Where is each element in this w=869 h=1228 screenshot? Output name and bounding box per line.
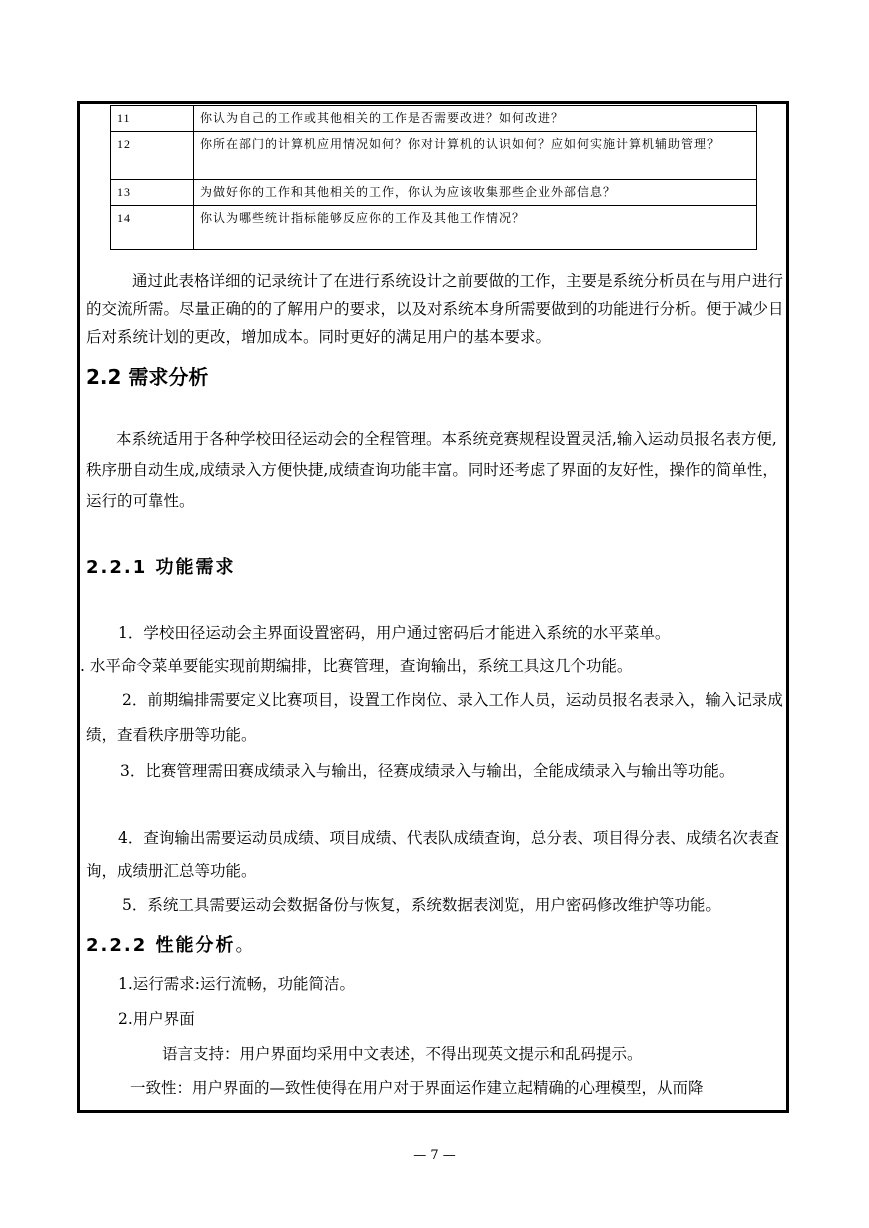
survey-question-table [110,105,757,250]
table-row [111,180,757,206]
page-number: — 7 — [413,1148,456,1163]
function-item-3: 3．比赛管理需田赛成绩录入与输出，径赛成绩录入与输出，全能成绩录入与输出等功能。 [120,762,735,780]
function-item-2: 2．前期编排需要定义比赛项目，设置工作岗位、录入工作人员，运动员报名表录入，输入记录成绩，查看秩序册等功能。 [86,691,783,744]
question-text: 你认为自己的工作或其他相关的工作是否需要改进？如何改进？ [194,106,757,132]
section-2-2-paragraph: 本系统适用于各种学校田径运动会的全程管理。本系统竞赛规程设置灵活,输入运动员报名表方便,秩序册自动生成,成绩录入方便快捷,成绩查询功能丰富。同时还考虑了界面的友好性，操作的简单性，运行的可靠性。 [86,430,778,510]
section-heading-2-2-2 [86,931,256,957]
table-row [111,206,757,250]
question-number: 14 [111,206,194,250]
section-heading-2-2: 2.2 需求分析 [86,365,209,389]
question-text: 为做好你的工作和其他相关的工作，你认为应该收集那些企业外部信息？ [194,180,757,206]
performance-line-3: 语言支持：用户界面均采用中文表述，不得出现英文提示和乱码提示。 [162,1045,643,1063]
function-item-4: 4．查询输出需要运动员成绩、项目成绩、代表队成绩查询，总分表、项目得分表、成绩名次表查询，成绩册汇总等功能。 [86,829,779,880]
performance-line-2: 2.用户界面 [118,1010,195,1028]
question-text: 你认为哪些统计指标能够反应你的工作及其他工作情况？ [194,206,757,250]
question-number: 13 [111,180,194,206]
section-heading-2-2-2-suffix: 。 [235,935,256,956]
page-frame [77,101,789,1113]
performance-line-4: 一致性：用户界面的—致性使得在用户对于界面运作建立起精确的心理模型，从而降 [130,1079,704,1097]
table-row [111,106,757,132]
question-text: 你所在部门的计算机应用情况如何？你对计算机的认识如何？应如何实施计算机辅助管理？ [194,132,757,180]
intro-paragraph: 通过此表格详细的记录统计了在进行系统设计之前要做的工作，主要是系统分析员在与用户进行的交流所需。尽量正确的的了解用户的要求，以及对系统本身所需要做到的功能进行分析。便于减少日后对系统计划的更改，增加成本。同时更好的满足用户的基本要求。 [86,272,784,346]
function-line-2: . 水平命令菜单要能实现前期编排，比赛管理，查询输出，系统工具这几个功能。 [80,657,633,675]
table-row [111,132,757,180]
section-heading-2-2-2-text: 2.2.2 性能分析 [86,935,236,956]
function-item-5: 5．系统工具需要运动会数据备份与恢复，系统数据表浏览，用户密码修改维护等功能。 [122,896,721,914]
question-number: 11 [111,106,194,132]
function-line-1: 1．学校田径运动会主界面设置密码，用户通过密码后才能进入系统的水平菜单。 [118,624,671,642]
performance-line-1: 1.运行需求:运行流畅，功能简洁。 [118,975,356,993]
question-number: 12 [111,132,194,180]
section-heading-2-2-1: 2.2.1 功能需求 [86,557,236,578]
